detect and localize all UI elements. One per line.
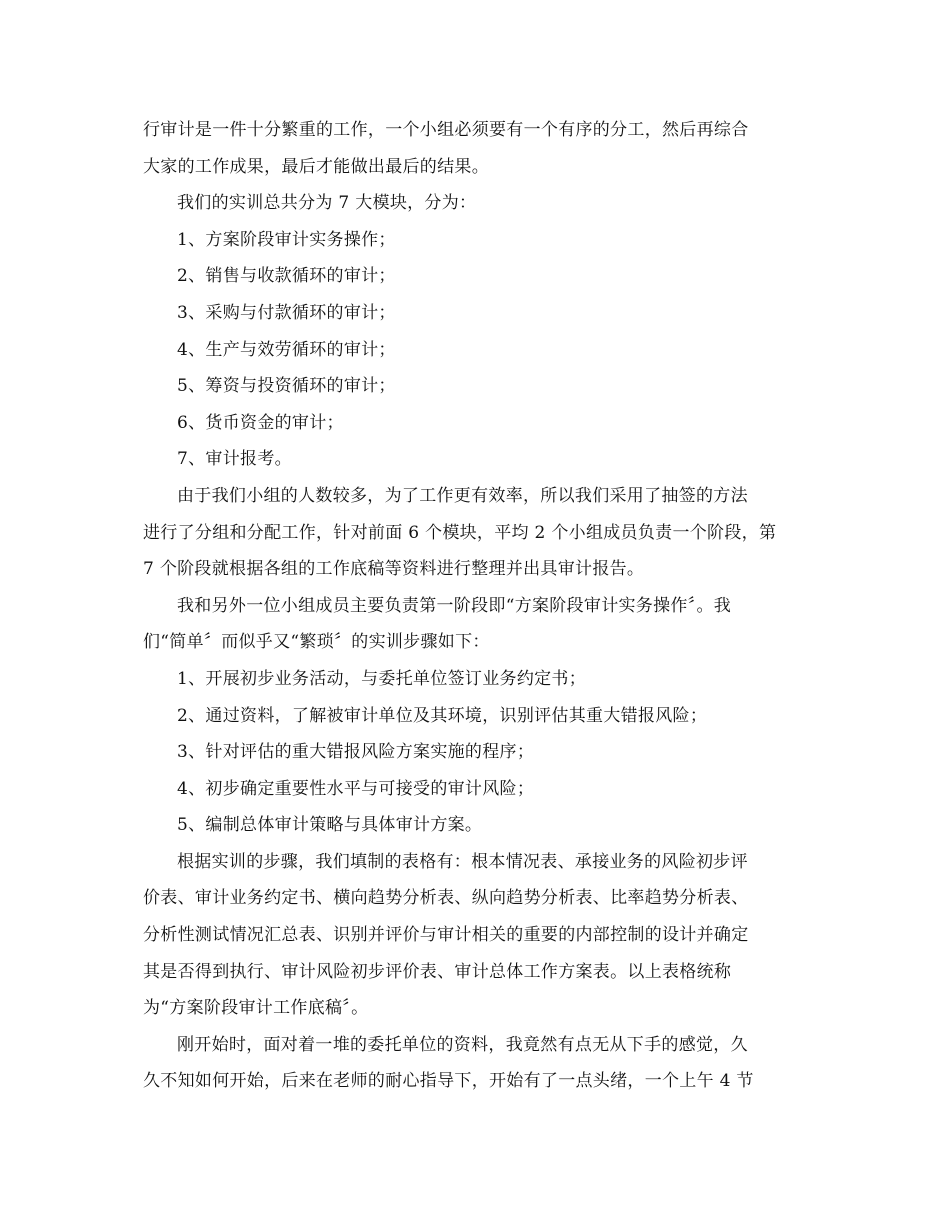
text-line: 价表、审计业务约定书、横向趋势分析表、纵向趋势分析表、比率趋势分析表、 bbox=[143, 888, 749, 909]
text-line: 6、货币资金的审计； bbox=[177, 412, 344, 433]
body-text bbox=[143, 112, 808, 1100]
text-line: 2、通过资料，了解被审计单位及其环境，识别评估其重大错报风险； bbox=[177, 705, 708, 726]
text-line: 7 个阶段就根据各组的工作底稿等资料进行整理并出具审计报告。 bbox=[143, 559, 645, 580]
text-line: 2、销售与收款循环的审计； bbox=[177, 266, 396, 287]
text-line: 4、初步确定重要性水平与可接受的审计风险； bbox=[177, 778, 535, 799]
text-line: 我们的实训总共分为 7 大模块，分为： bbox=[177, 193, 477, 214]
text-line: 5、筹资与投资循环的审计； bbox=[177, 376, 396, 397]
text-line: 4、生产与效劳循环的审计； bbox=[177, 339, 396, 360]
text-line: 刚开始时，面对着一堆的委托单位的资料，我竟然有点无从下手的感觉，久 bbox=[177, 1034, 748, 1055]
text-line: 为“方案阶段审计工作底稿〞。 bbox=[143, 998, 369, 1019]
text-line: 行审计是一件十分繁重的工作，一个小组必须要有一个有序的分工，然后再综合 bbox=[143, 120, 749, 140]
text-line: 我和另外一位小组成员主要负责第一阶段即“方案阶段审计实务操作〞。我 bbox=[177, 595, 732, 616]
text-line: 5、编制总体审计策略与具体审计方案。 bbox=[177, 815, 483, 836]
text-line: 久不知如何开始，后来在老师的耐心指导下，开始有了一点头绪，一个上午 4 节 bbox=[143, 1071, 754, 1092]
text-line: 大家的工作成果，最后才能做出最后的结果。 bbox=[143, 156, 489, 177]
text-line: 1、开展初步业务活动，与委托单位签订业务约定书； bbox=[177, 668, 587, 689]
text-line: 1、方案阶段审计实务操作； bbox=[177, 229, 396, 250]
text-line: 分析性测试情况汇总表、识别并评价与审计相关的重要的内部控制的设计并确定 bbox=[143, 925, 749, 946]
text-line: 进行了分组和分配工作，针对前面 6 个模块，平均 2 个小组成员负责一个阶段，第 bbox=[143, 522, 777, 543]
text-line: 们“简单〞而似乎又“繁琐〞的实训步骤如下： bbox=[143, 632, 490, 653]
text-line: 3、针对评估的重大错报风险方案实施的程序； bbox=[177, 742, 535, 763]
text-line: 由于我们小组的人数较多，为了工作更有效率，所以我们采用了抽签的方法 bbox=[177, 485, 748, 506]
text-line: 7、审计报考。 bbox=[177, 449, 292, 470]
text-line: 其是否得到执行、审计风险初步评价表、审计总体工作方案表。以上表格统称 bbox=[143, 961, 732, 982]
text-line: 根据实训的步骤，我们填制的表格有：根本情况表、承接业务的风险初步评 bbox=[177, 851, 748, 872]
text-line: 3、采购与付款循环的审计； bbox=[177, 302, 396, 323]
